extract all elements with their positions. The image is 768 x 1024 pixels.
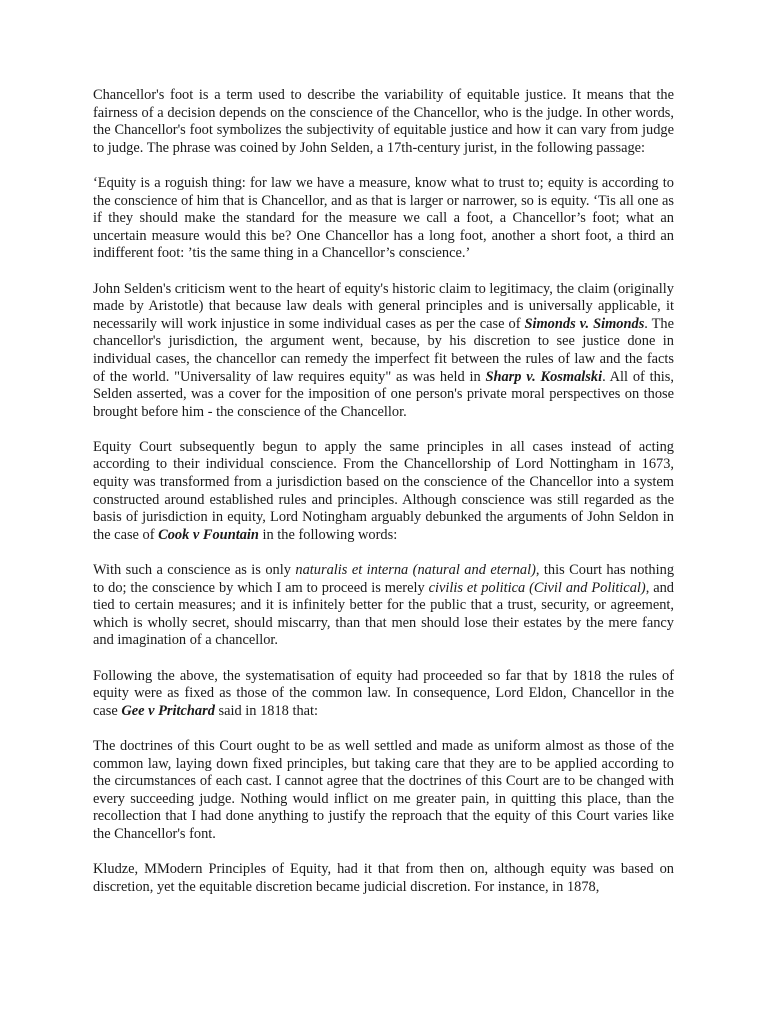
text-segment: With such a conscience as is only [93,562,296,579]
text-segment: in the following words: [258,526,398,543]
paragraph-eldon-quote: The doctrines of this Court ought to be as well settled and made as uniform almost as those of the common law, laying down fixed principles, but taking care that they are to be applied according to the circumstances of each cast. I cannot agree that the doctrines of this Court are to be changed with every succeeding judge. Nothing would inflict on me greater pain, in quitting this place, than the recollection that I had done anything to justify the reproach that the equity of this Court varies like the Chancellor's font. [93,737,674,842]
paragraph-nottingham-quote [93,562,674,650]
text-segment: . All of this, Selden asserted, was a cover for the imposition of one person's private moral perspectives on those brought before him - the conscience of the Chancellor. [93,368,674,420]
document-page [93,87,674,914]
case-citation-simonds: Simonds v. Simonds [524,315,645,332]
paragraph-equity-court [93,439,674,545]
text-segment: Equity Court subsequently begun to apply the same principles in all cases instead of acting according to their individual conscience. From the Chancellorship of Lord Nottingham in 1673, equity was transformed from a jurisdiction based on the conscience of the Chancellor into a system constructed around established rules and principles. Although conscience was still regarded as the basis of jurisdiction in equity, Lord Notingham arguably debunked the arguments of John Seldon in the case of [93,438,674,543]
paragraph-definition: Chancellor's foot is a term used to describe the variability of equitable justice. It means that the fairness of a decision depends on the conscience of the Chancellor, who is the judge. In other words, the Chancellor's foot symbolizes the subjectivity of equitable justice and how it can vary from judge to judge. The phrase was coined by John Selden, a 17th-century jurist, in the following passage: [93,87,674,156]
text-segment: , this Court has nothing to do; the conscience by which I am to proceed is merely [93,562,675,596]
text-segment: Following the above, the systematisation of equity had proceeded so far that by 1818 the rules of equity were as fixed as those of the common law. In consequence, Lord Eldon, Chancellor in the case [93,667,674,719]
paragraph-systematisation [93,668,674,721]
text-segment: . The chancellor's jurisdiction, the argument went, because, by his discretion to see justice done in individual cases, the chancellor can remedy the imperfect fit between the rules of law and the facts of the world. "Universality of law requires equity" as was held in [93,315,674,385]
text-segment: said in 1818 that: [214,702,319,719]
case-citation-gee: Gee v Pritchard [121,702,215,719]
text-segment: , and tied to certain measures; and it is infinitely better for the public that a trust, security, or agreement, which is wholly secret, should miscarry, than that men should lose their estates by the mere fancy and imagination of a chancellor. [93,579,674,649]
latin-phrase-civilis: civilis et politica (Civil and Political) [428,579,646,596]
latin-phrase-naturalis: naturalis et interna (natural and eternal) [295,562,536,579]
paragraph-selden-quote: ‘Equity is a roguish thing: for law we have a measure, know what to trust to; equity is according to the conscience of him that is Chancellor, and as that is larger or narrower, so is equity. ‘Tis all one as if they should make the standard for the measure we call a foot, a Chancellor’s foot; what an uncertain measure would this be? One Chancellor has a long foot, another a short foot, a third an indifferent foot: ’tis the same thing in a Chancellor’s conscience.’ [93,174,674,262]
case-citation-sharp: Sharp v. Kosmalski [485,368,603,385]
text-segment: John Selden's criticism went to the heart of equity's historic claim to legitimacy, the claim (originally made by Aristotle) that because law deals with general principles and is universally applicable, it necessarily will work injustice in some individual cases as per the case of [93,280,674,332]
paragraph-selden-criticism [93,281,674,422]
paragraph-kludze: Kludze, MModern Principles of Equity, had it that from then on, although equity was based on discretion, yet the equitable discretion became judicial discretion. For instance, in 1878, [93,861,674,895]
case-citation-cook: Cook v Fountain [158,526,259,543]
